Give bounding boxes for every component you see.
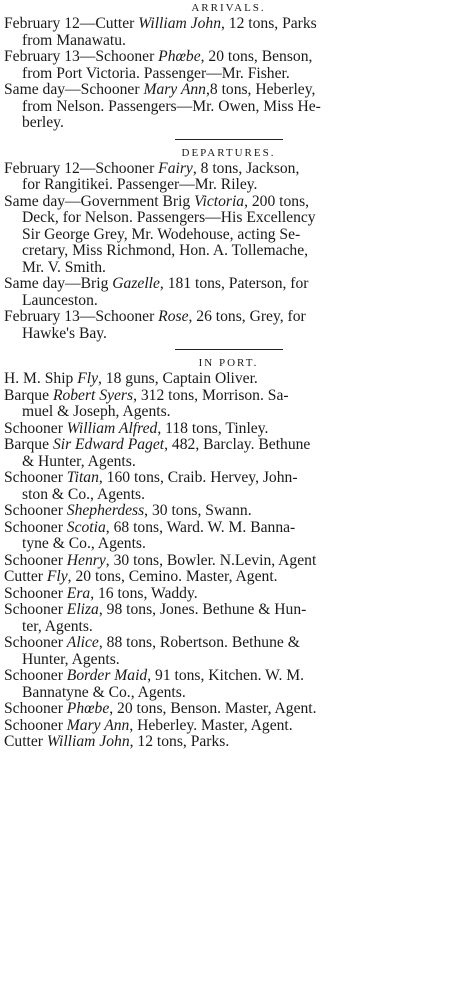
entry-text: February 12—Schooner	[4, 159, 159, 177]
in-port-entry	[0, 470, 457, 503]
ship-name: Mary Ann	[66, 716, 130, 734]
entry-text: , 482, Barclay. Bethune	[164, 436, 311, 453]
entry-text: , 30 tons, Bowler. N.Levin, Agent	[105, 551, 317, 569]
in-port-entry	[0, 569, 457, 586]
ship-name: Fly	[77, 370, 98, 387]
entry-text: Schooner	[4, 667, 67, 684]
entry-text: , 160 tons, Craib. Hervey, John-	[98, 469, 298, 486]
entry-text: ,8 tons, Heberley,	[205, 81, 316, 98]
entry-text: , 68 tons, Ward. W. M. Banna-	[105, 518, 296, 536]
ship-name: William Alfred	[66, 419, 158, 437]
entry-text: Schooner	[4, 700, 67, 717]
in-port-list	[0, 371, 457, 751]
entry-text: , 20 tons, Cemino. Master, Agent.	[67, 568, 278, 585]
in-port-entry	[0, 701, 457, 718]
ship-name: Mary Ann	[143, 81, 206, 98]
entry-continuation: Mr. V. Smith.	[22, 258, 106, 276]
entry-continuation: & Hunter, Agents.	[22, 452, 136, 470]
entry-text: , 20 tons, Benson. Master, Agent.	[109, 700, 317, 717]
entry-text: , Heberley. Master, Agent.	[129, 716, 293, 734]
entry-text: Schooner	[4, 634, 67, 651]
entry-text: February 13—Schooner	[4, 48, 159, 65]
entry-continuation: ston & Co., Agents.	[22, 485, 146, 503]
entry-text: , 312 tons, Morrison. Sa-	[133, 386, 289, 404]
entry-text: , 20 tons, Benson,	[200, 48, 313, 65]
departure-entry-3	[0, 276, 457, 309]
entry-text: Barque	[4, 386, 53, 404]
entry-text: , 8 tons, Jackson,	[192, 159, 300, 177]
ship-name: Phœbe	[66, 700, 110, 717]
entry-continuation: for Rangitikei. Passenger—Mr. Riley.	[22, 176, 258, 193]
ship-name: Sir Edward Paget	[52, 436, 165, 453]
in-port-heading: IN PORT.	[198, 357, 259, 369]
in-port-entry	[0, 635, 457, 668]
entry-continuation: muel & Joseph, Agents.	[22, 403, 171, 420]
entry-text: , 91 tons, Kitchen. W. M.	[147, 667, 305, 684]
departures-heading: DEPARTURES.	[181, 146, 276, 159]
entry-text: , 18 guns, Captain Oliver.	[98, 370, 258, 387]
entry-text: Schooner	[4, 551, 67, 569]
entry-text: , 12 tons, Parks.	[129, 733, 230, 750]
in-port-entry	[0, 734, 457, 751]
entry-continuation: Launceston.	[22, 291, 98, 309]
entry-text: Schooner	[4, 716, 67, 734]
in-port-entry	[0, 520, 457, 553]
entry-text: Schooner	[4, 469, 67, 486]
arrivals-list	[0, 16, 457, 132]
in-port-entry	[0, 503, 457, 520]
ship-name: Henry	[66, 551, 106, 569]
entry-continuation: Deck, for Nelson. Passengers—His Excellency	[22, 209, 316, 226]
in-port-entry	[0, 668, 457, 701]
entry-text: Same day—Government Brig	[4, 192, 195, 210]
entry-text: , 181 tons, Paterson, for	[159, 275, 309, 292]
entry-text: H. M. Ship	[4, 370, 78, 387]
in-port-entry	[0, 371, 457, 388]
entry-continuation: berley.	[22, 114, 64, 131]
ship-name: Alice	[66, 634, 99, 651]
entry-text: , 118 tons, Tinley.	[157, 419, 269, 437]
entry-continuation: tyne & Co., Agents.	[22, 535, 146, 552]
arrival-entry-3	[0, 82, 457, 132]
entry-text: , 26 tons, Grey, for	[188, 308, 306, 325]
in-port-entry	[0, 586, 457, 603]
entry-text: Same day—Brig	[4, 275, 113, 292]
ship-name: Eliza	[66, 601, 99, 618]
in-port-entry	[0, 718, 457, 735]
ship-name: William John	[138, 15, 221, 32]
ship-name: Fly	[46, 568, 68, 585]
entry-text: Schooner	[4, 419, 67, 437]
ship-name: Phœbe	[158, 48, 201, 65]
entry-text: , 30 tons, Swann.	[144, 502, 252, 519]
ship-name: Fairy	[158, 159, 193, 177]
entry-text: Same day—Schooner	[4, 81, 144, 98]
entry-continuation: from Nelson. Passengers—Mr. Owen, Miss He-	[22, 97, 321, 115]
ship-name: Victoria	[194, 192, 245, 210]
arrival-entry-1	[0, 16, 457, 49]
ship-name: Scotia	[66, 518, 106, 536]
in-port-entry	[0, 437, 457, 470]
entry-text: Schooner	[4, 518, 67, 536]
in-port-entry	[0, 388, 457, 421]
arrival-entry-2	[0, 49, 457, 82]
departure-entry-4	[0, 309, 457, 342]
entry-continuation: cretary, Miss Richmond, Hon. A. Tollemache,	[22, 242, 309, 259]
entry-text: February 12—Cutter	[4, 15, 139, 32]
ship-name: William John	[46, 733, 130, 750]
ship-name: Border Maid	[66, 667, 148, 684]
entry-text: Schooner	[4, 601, 67, 618]
in-port-entry	[0, 602, 457, 635]
entry-text: Cutter	[4, 733, 47, 750]
entry-text: Barque	[4, 436, 53, 453]
ship-name: Titan	[66, 469, 99, 486]
departure-entry-1	[0, 161, 457, 194]
arrivals-heading: ARRIVALS.	[191, 2, 266, 14]
entry-text: , 98 tons, Jones. Bethune & Hun-	[98, 601, 307, 618]
in-port-entry	[0, 421, 457, 438]
entry-text: Schooner	[4, 502, 67, 519]
entry-text: , 200 tons,	[244, 192, 310, 210]
entry-text: , 88 tons, Robertson. Bethune &	[98, 634, 300, 651]
entry-text: February 13—Schooner	[4, 308, 159, 325]
entry-text: , 12 tons, Parks	[221, 15, 317, 32]
entry-continuation: ter, Agents.	[22, 617, 93, 635]
entry-continuation: from Manawatu.	[22, 31, 126, 49]
departure-entry-2	[0, 194, 457, 277]
in-port-entry	[0, 553, 457, 570]
entry-continuation: Sir George Grey, Mr. Wodehouse, acting Se-	[22, 225, 301, 243]
ship-name: Shepherdess	[66, 502, 145, 519]
ship-name: Rose	[158, 308, 189, 325]
entry-continuation: Hawke's Bay.	[22, 324, 107, 342]
ship-name: Era	[66, 584, 91, 602]
entry-text: Cutter	[4, 568, 47, 585]
ship-name: Robert Syers	[52, 386, 134, 404]
entry-text: Schooner	[4, 584, 67, 602]
entry-continuation: Hunter, Agents.	[22, 650, 120, 668]
departures-list	[0, 161, 457, 343]
entry-continuation: Bannatyne & Co., Agents.	[22, 683, 186, 701]
entry-text: , 16 tons, Waddy.	[90, 584, 198, 602]
entry-continuation: from Port Victoria. Passenger—Mr. Fisher.	[22, 64, 290, 82]
ship-name: Gazelle	[112, 275, 160, 292]
